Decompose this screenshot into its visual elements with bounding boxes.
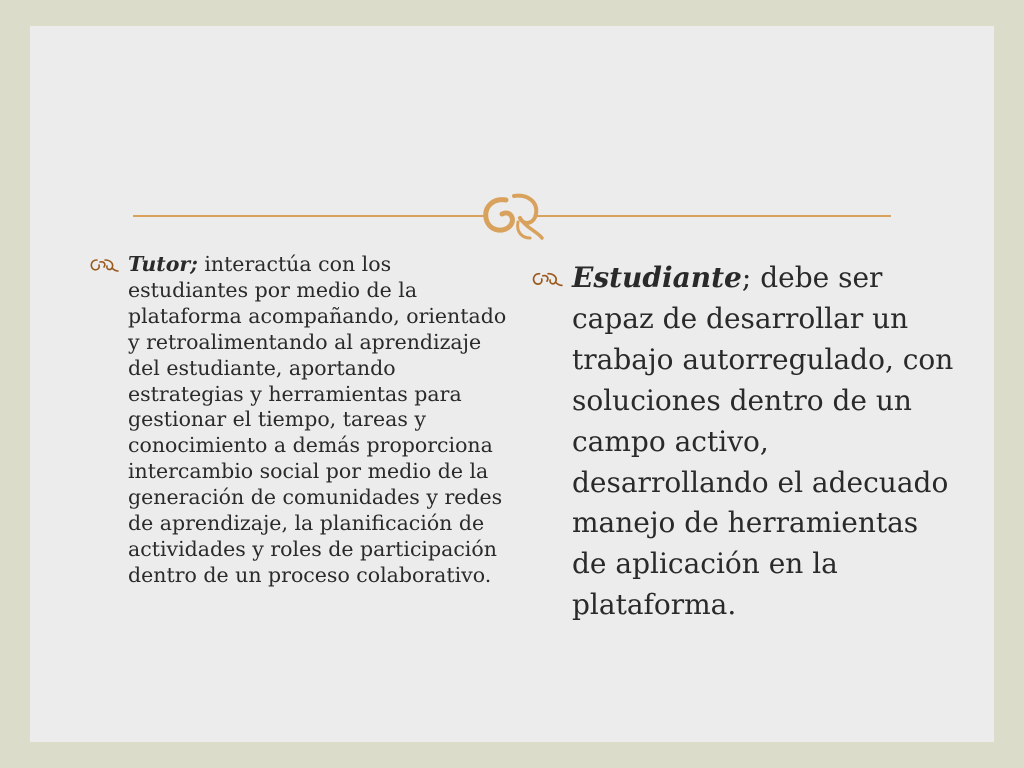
estudiante-column <box>530 258 960 626</box>
estudiante-term: Estudiante <box>572 261 742 294</box>
estudiante-text: ; debe ser capaz de desarrollar un trabajo autorregulado, con soluciones dentro de un campo activo, desarrollando el adecuado manejo de herramientas de aplicación en la plataforma. <box>572 261 954 622</box>
tutor-description <box>128 252 508 589</box>
tutor-column <box>88 252 508 589</box>
estudiante-description <box>572 258 960 626</box>
list-item <box>530 258 960 626</box>
title-divider-right <box>536 215 891 217</box>
title-divider-left <box>133 215 488 217</box>
tutor-text: interactúa con los estudiantes por medio de la plataforma acompañando, orientado y retroalimentando al aprendizaje del estudiante, aportando estrategias y herramientas para gestionar el tiempo, tareas y conocimiento a demás proporciona intercambio social por medio de la generación de comunidades y redes de aprendizaje, la planificación de actividades y roles de participación dentro de un proceso colaborativo. <box>128 252 507 587</box>
flourish-ornament-icon <box>476 188 548 242</box>
bullet-flourish-icon <box>530 270 564 288</box>
bullet-flourish-icon <box>88 257 120 273</box>
list-item <box>88 252 508 589</box>
tutor-term: Tutor; <box>128 252 198 276</box>
